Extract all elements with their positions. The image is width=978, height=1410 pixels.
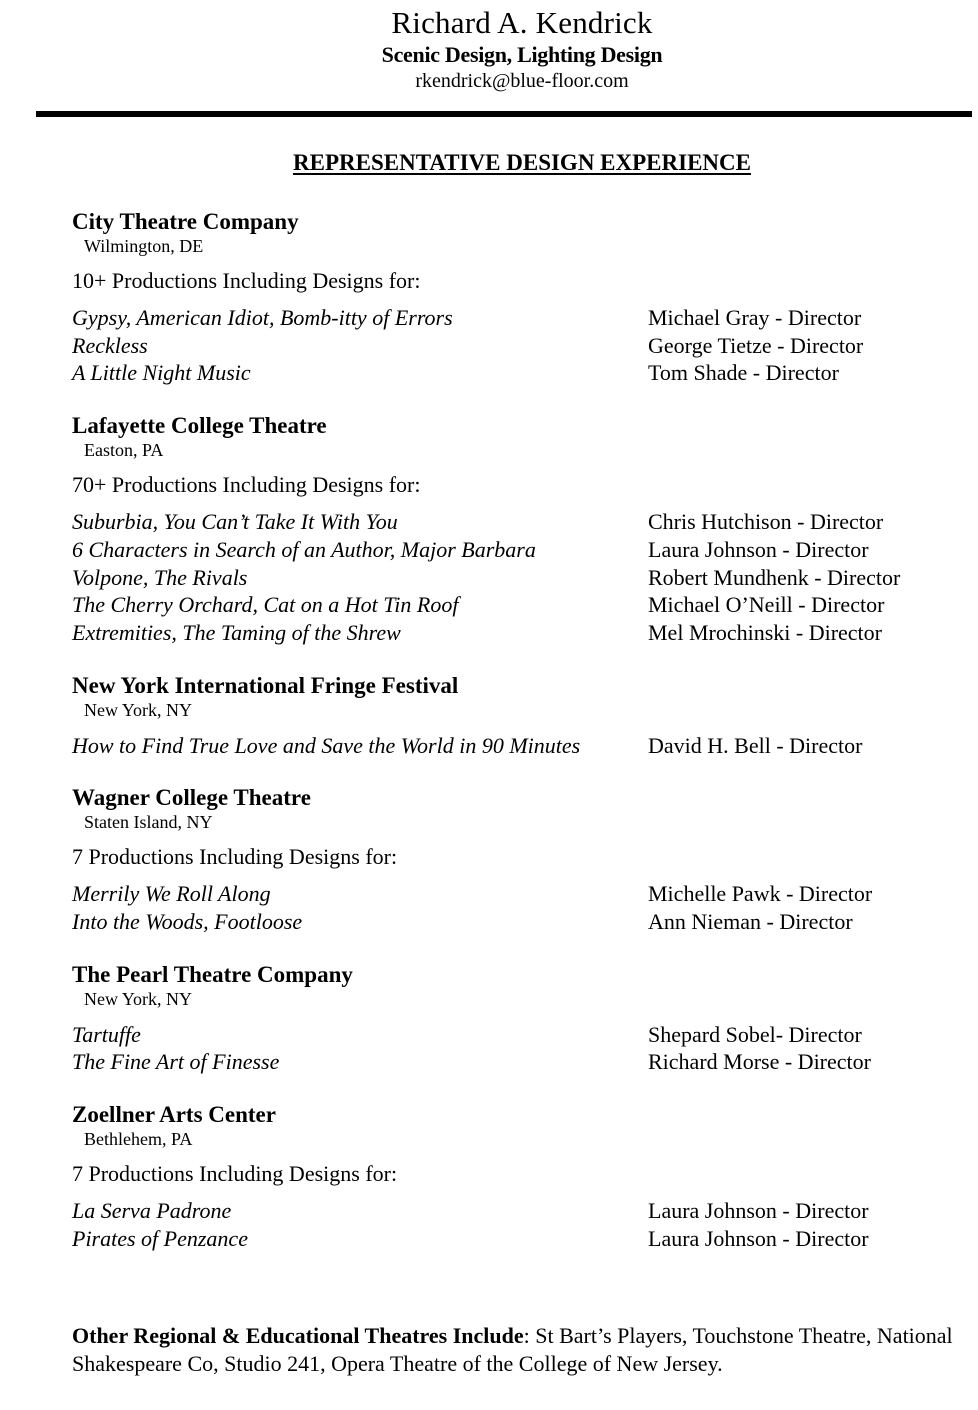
production-list (72, 1197, 952, 1252)
production-title: How to Find True Love and Save the World in 90 Minutes (72, 732, 581, 758)
venue-block (72, 412, 952, 647)
production-title: Gypsy, American Idiot, Bomb-itty of Errors (72, 305, 453, 330)
production-title: La Serva Padrone (72, 1198, 232, 1224)
production-row (72, 359, 952, 387)
venue-block (72, 672, 952, 760)
production-director: Laura Johnson - Director (648, 1225, 869, 1251)
venue-name: The Pearl Theatre Company (72, 961, 353, 987)
production-title: Tartuffe (72, 1021, 141, 1047)
production-row (72, 508, 952, 536)
designer-name: Richard A. Kendrick (391, 5, 653, 40)
venue-summary: 7 Productions Including Designs for: (72, 1161, 398, 1187)
production-row (72, 908, 952, 936)
other-theatres-label: Other Regional & Educational Theatres Include (72, 1323, 524, 1348)
production-director: Michael O’Neill - Director (648, 592, 885, 618)
production-list (72, 732, 952, 760)
production-list (72, 304, 952, 387)
production-row (72, 1225, 952, 1253)
venue-name: Zoellner Arts Center (72, 1102, 276, 1128)
production-row (72, 1197, 952, 1225)
production-director: Michelle Pawk - Director (648, 881, 873, 907)
production-director: Tom Shade - Director (648, 360, 839, 386)
production-list (72, 880, 952, 935)
venue-name: New York International Fringe Festival (72, 672, 459, 698)
venue-summary: 10+ Productions Including Designs for: (72, 268, 421, 293)
production-director: Mel Mrochinski - Director (648, 619, 882, 645)
production-title: Reckless (72, 332, 148, 358)
production-director: Laura Johnson - Director (648, 536, 869, 562)
production-row (72, 619, 952, 647)
venue-location: Wilmington, DE (84, 236, 204, 256)
venue-location: Bethlehem, PA (84, 1129, 193, 1150)
header-divider (36, 111, 972, 117)
venue-summary: 7 Productions Including Designs for: (72, 844, 398, 870)
production-row (72, 1048, 952, 1076)
production-director: Ann Nieman - Director (648, 909, 853, 935)
production-title: The Fine Art of Finesse (72, 1049, 280, 1075)
production-director: Chris Hutchison - Director (648, 509, 884, 535)
venue-name: Lafayette College Theatre (72, 413, 327, 439)
designer-email: rkendrick@blue-floor.com (415, 70, 629, 92)
venue-location: New York, NY (84, 699, 193, 720)
venue-location: Easton, PA (84, 440, 164, 461)
production-director: David H. Bell - Director (648, 732, 863, 758)
production-director: George Tietze - Director (648, 332, 864, 358)
venue-block (72, 208, 952, 387)
production-title: Suburbia, You Can’t Take It With You (72, 509, 398, 535)
production-title: A Little Night Music (72, 360, 251, 386)
venue-block (72, 961, 952, 1076)
venue-summary: 70+ Productions Including Designs for: (72, 472, 421, 498)
production-title: Merrily We Roll Along (72, 881, 271, 907)
production-list (72, 508, 952, 647)
venue-block (72, 1101, 952, 1252)
production-director: Richard Morse - Director (648, 1049, 871, 1075)
production-title: The Cherry Orchard, Cat on a Hot Tin Roof (72, 592, 459, 618)
production-director: Laura Johnson - Director (648, 1198, 869, 1224)
resume-header (0, 4, 978, 94)
venue-list (72, 208, 952, 1278)
production-row (72, 304, 952, 332)
production-list (72, 1021, 952, 1076)
production-director: Michael Gray - Director (648, 305, 862, 330)
designer-specialties: Scenic Design, Lighting Design (381, 42, 663, 67)
venue-name: City Theatre Company (72, 209, 299, 234)
production-title: Pirates of Penzance (72, 1225, 248, 1251)
production-row (72, 1021, 952, 1049)
other-theatres (72, 1322, 962, 1378)
production-director: Shepard Sobel- Director (648, 1021, 862, 1047)
venue-block (72, 784, 952, 935)
production-row (72, 880, 952, 908)
production-row (72, 564, 952, 592)
production-title: 6 Characters in Search of an Author, Major Barbara (72, 536, 536, 562)
production-row (72, 732, 952, 760)
production-row (72, 591, 952, 619)
production-row (72, 536, 952, 564)
production-director: Robert Mundhenk - Director (648, 564, 901, 590)
venue-location: Staten Island, NY (84, 812, 213, 833)
venue-name: Wagner College Theatre (72, 785, 311, 811)
production-title: Volpone, The Rivals (72, 564, 248, 590)
production-title: Into the Woods, Footloose (72, 909, 303, 935)
production-row (72, 332, 952, 360)
other-theatres-text: : St Bart’s Players, Touchstone Theatre, National Shakespeare Co, Studio 241, Opera Theatre of the College of New Jersey. (72, 1323, 953, 1376)
production-title: Extremities, The Taming of the Shrew (72, 619, 401, 645)
section-title: REPRESENTATIVE DESIGN EXPERIENCE (293, 150, 751, 175)
venue-location: New York, NY (84, 988, 193, 1009)
